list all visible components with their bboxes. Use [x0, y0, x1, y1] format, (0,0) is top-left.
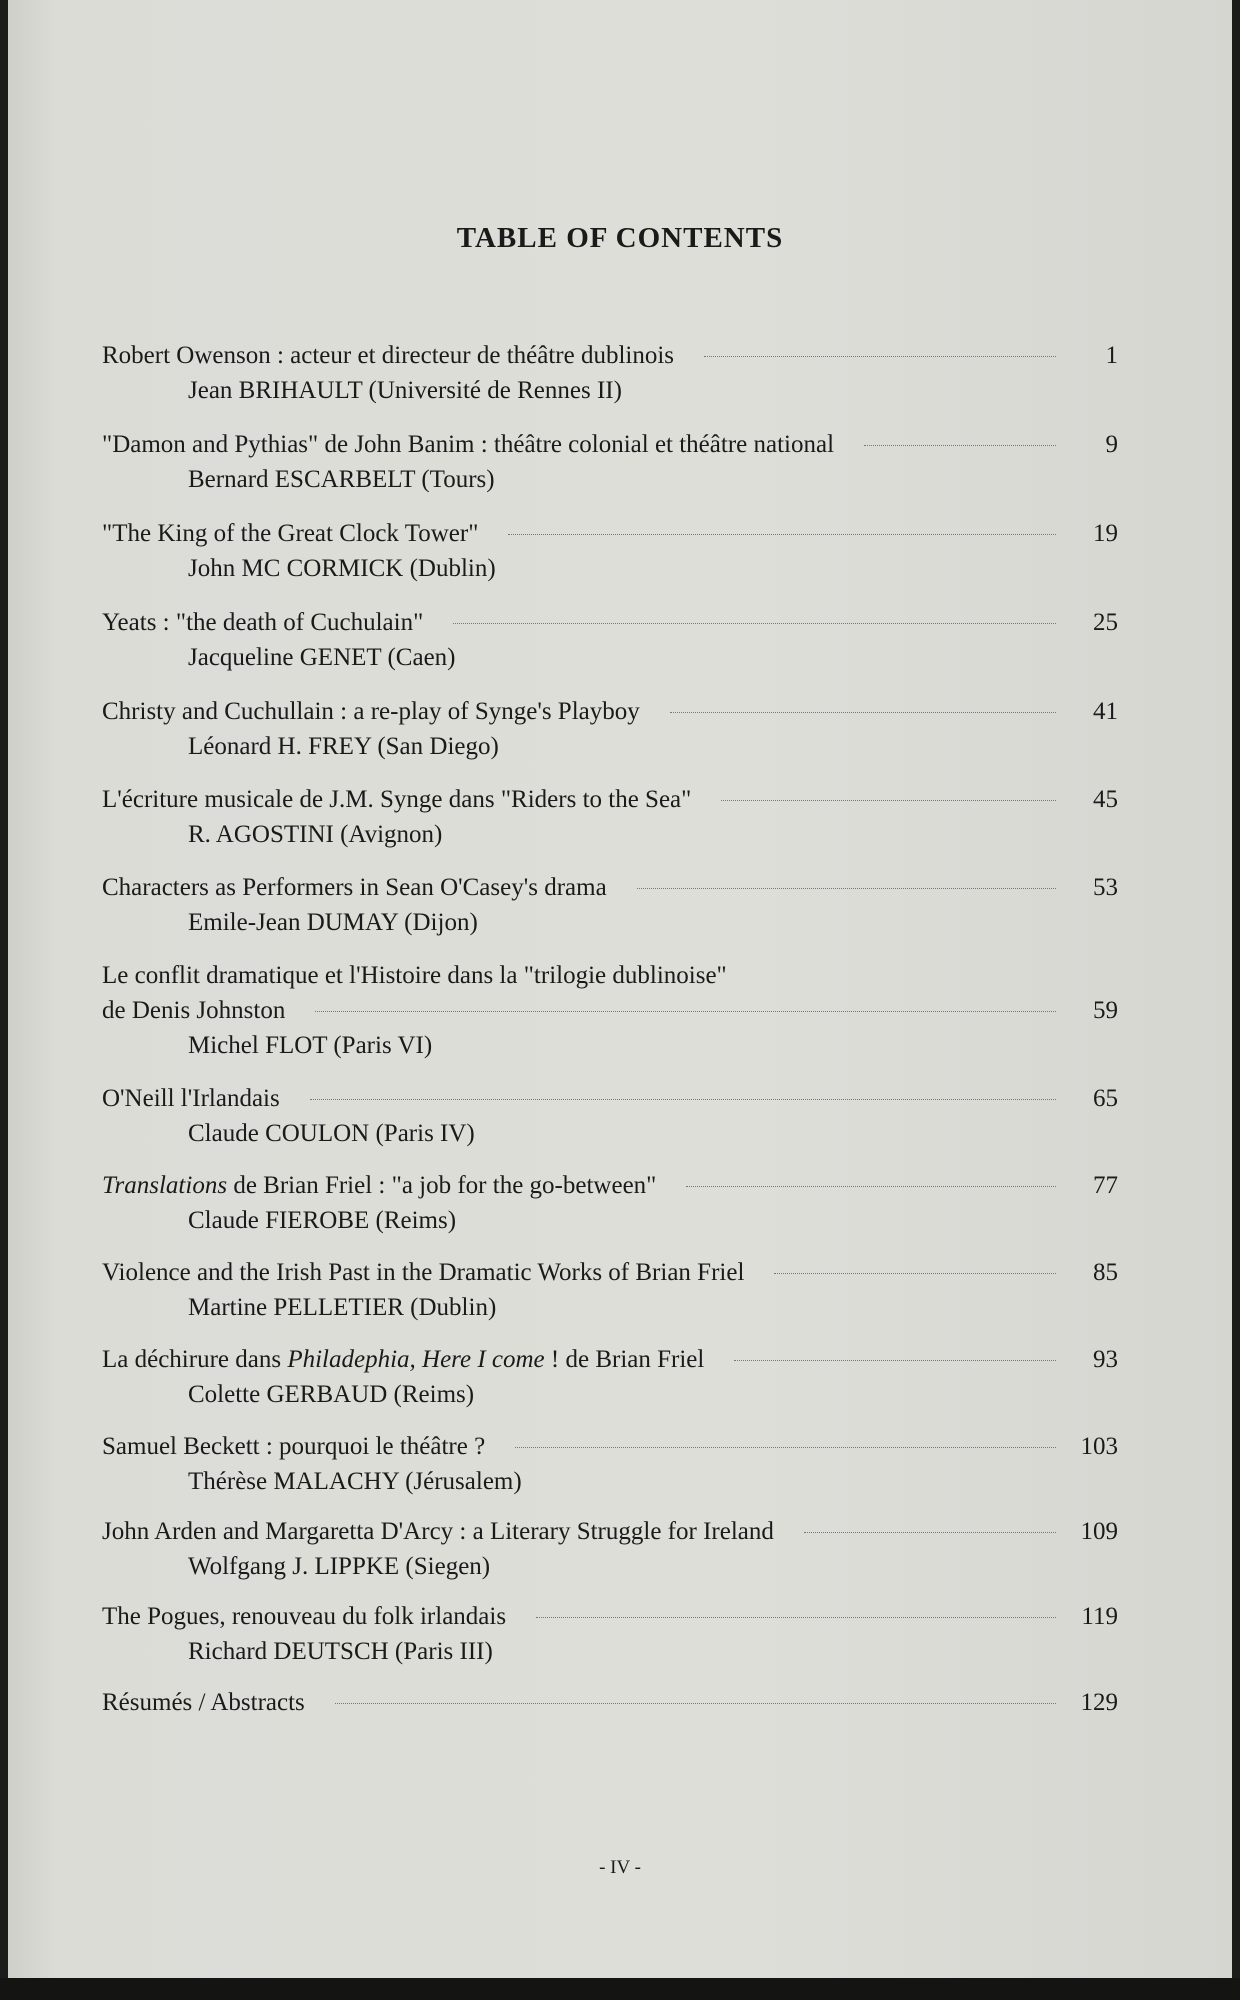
toc-entry: [102, 1599, 1118, 1669]
dot-leader: [508, 534, 1056, 535]
entry-page: 103: [1080, 1433, 1118, 1460]
toc-entry: [102, 958, 1118, 1063]
entry-author: Wolfgang J. LIPPKE (Siegen): [188, 1553, 491, 1580]
entry-title: ! de Brian Friel: [544, 1346, 705, 1373]
entry-page: 85: [1093, 1259, 1118, 1286]
entry-title-prefix: La déchirure dans: [102, 1346, 288, 1373]
toc-entry: [102, 427, 1118, 497]
entry-author: Claude FIEROBE (Reims): [188, 1207, 457, 1234]
entry-page: 119: [1081, 1603, 1118, 1630]
dot-leader: [453, 623, 1056, 624]
entry-title: Résumés / Abstracts: [102, 1689, 305, 1716]
entry-author: Léonard H. FREY (San Diego): [188, 733, 499, 760]
entry-page: 65: [1093, 1085, 1118, 1112]
entry-title-italic: Translations: [102, 1172, 228, 1199]
book-page: [8, 0, 1232, 1978]
toc-entry: [102, 782, 1118, 852]
entry-page: 1: [1105, 342, 1118, 369]
dot-leader: [315, 1011, 1056, 1012]
entry-title: Samuel Beckett : pourquoi le théâtre ?: [102, 1433, 486, 1460]
toc-entry: [102, 1255, 1118, 1325]
entry-title-line-1: Le conflit dramatique et l'Histoire dans la "trilogie dublinoise": [102, 962, 727, 989]
toc-entry: [102, 338, 1118, 408]
toc-entry: [102, 1342, 1118, 1412]
entry-author: Emile-Jean DUMAY (Dijon): [188, 909, 478, 936]
dot-leader: [310, 1099, 1056, 1100]
entry-page: 53: [1093, 874, 1118, 901]
entry-title: O'Neill l'Irlandais: [102, 1085, 280, 1112]
toc-entry: [102, 1685, 1118, 1720]
entry-title: Violence and the Irish Past in the Dramatic Works of Brian Friel: [102, 1259, 745, 1286]
toc-entry: [102, 1514, 1118, 1584]
toc-entry: [102, 694, 1118, 764]
entry-title-italic: Philadephia, Here I come: [287, 1346, 545, 1373]
entry-page: 41: [1093, 698, 1118, 725]
entry-author: Michel FLOT (Paris VI): [188, 1032, 433, 1059]
entry-author: John MC CORMICK (Dublin): [188, 555, 496, 582]
entry-page: 59: [1093, 997, 1118, 1024]
entry-author: Jacqueline GENET (Caen): [188, 644, 456, 671]
entry-author: Claude COULON (Paris IV): [188, 1120, 475, 1147]
entry-page: 109: [1080, 1518, 1118, 1545]
dot-leader: [721, 800, 1056, 801]
entry-title: L'écriture musicale de J.M. Synge dans "Riders to the Sea": [102, 786, 692, 813]
entry-page: 93: [1093, 1346, 1118, 1373]
entry-author: Martine PELLETIER (Dublin): [188, 1294, 497, 1321]
page-number: - IV -: [599, 1857, 641, 1878]
dot-leader: [335, 1703, 1056, 1704]
toc-entry: [102, 1168, 1118, 1238]
entry-author: Thérèse MALACHY (Jérusalem): [188, 1468, 522, 1495]
entry-author: Richard DEUTSCH (Paris III): [188, 1638, 493, 1665]
dot-leader: [864, 445, 1056, 446]
entry-page: 77: [1093, 1172, 1118, 1199]
entry-title: Christy and Cuchullain : a re-play of Synge's Playboy: [102, 698, 640, 725]
toc-entry: [102, 605, 1118, 675]
entry-title: John Arden and Margaretta D'Arcy : a Literary Struggle for Ireland: [102, 1518, 774, 1545]
entry-author: Bernard ESCARBELT (Tours): [188, 466, 495, 493]
entry-page: 129: [1080, 1689, 1118, 1716]
entry-page: 9: [1105, 431, 1118, 458]
entry-title: Robert Owenson : acteur et directeur de théâtre dublinois: [102, 342, 675, 369]
entry-title: "Damon and Pythias" de John Banim : théâtre colonial et théâtre national: [102, 431, 835, 458]
entry-title: Characters as Performers in Sean O'Casey's drama: [102, 874, 607, 901]
dot-leader: [804, 1532, 1056, 1533]
entry-title: Yeats : "the death of Cuchulain": [102, 609, 424, 636]
dot-leader: [536, 1617, 1056, 1618]
dot-leader: [637, 888, 1056, 889]
dot-leader: [686, 1186, 1056, 1187]
dot-leader: [670, 712, 1056, 713]
entry-page: 45: [1093, 786, 1118, 813]
toc-entry: [102, 870, 1118, 940]
entry-page: 25: [1093, 609, 1118, 636]
entry-author: Colette GERBAUD (Reims): [188, 1381, 475, 1408]
entry-page: 19: [1093, 520, 1118, 547]
toc-entry: [102, 1081, 1118, 1151]
entry-title: The Pogues, renouveau du folk irlandais: [102, 1603, 507, 1630]
dot-leader: [774, 1273, 1056, 1274]
toc-entry: [102, 1429, 1118, 1499]
toc-entry: [102, 516, 1118, 586]
page-title: TABLE OF CONTENTS: [456, 222, 784, 254]
entry-author: Jean BRIHAULT (Université de Rennes II): [188, 377, 622, 404]
entry-title: "The King of the Great Clock Tower": [102, 520, 479, 547]
entry-author: R. AGOSTINI (Avignon): [188, 821, 443, 848]
dot-leader: [734, 1360, 1056, 1361]
dot-leader: [704, 356, 1056, 357]
page-bottom-edge: [0, 1978, 1240, 2000]
entry-title: de Denis Johnston: [102, 997, 286, 1024]
dot-leader: [515, 1447, 1056, 1448]
entry-title: de Brian Friel : "a job for the go-between": [227, 1172, 657, 1199]
